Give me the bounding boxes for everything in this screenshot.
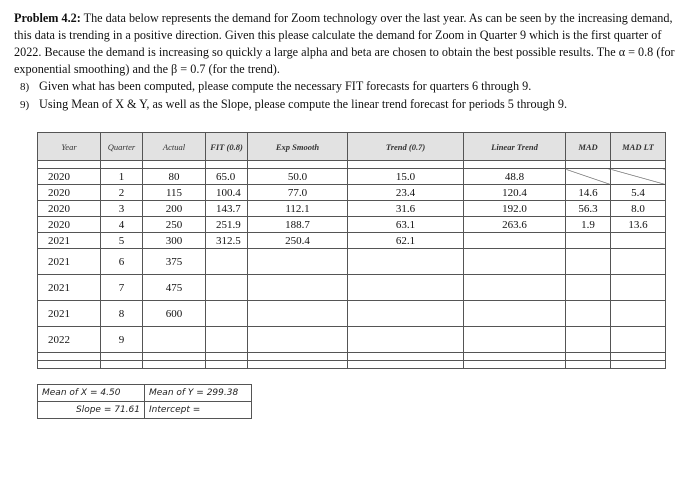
column-header: MAD LT	[611, 133, 666, 161]
blank-cell	[566, 361, 611, 369]
blank-cell	[611, 353, 666, 361]
table-cell	[566, 169, 611, 185]
table-cell	[248, 275, 348, 301]
table-cell	[611, 301, 666, 327]
table-cell: 23.4	[348, 185, 464, 201]
question-list	[14, 78, 686, 114]
column-header: Exp Smooth	[248, 133, 348, 161]
table-cell: 50.0	[248, 169, 348, 185]
table-cell: 13.6	[611, 217, 666, 233]
table-cell: 62.1	[348, 233, 464, 249]
table-cell	[464, 249, 566, 275]
spacer-row	[38, 161, 666, 169]
table-cell	[464, 301, 566, 327]
table-row	[38, 233, 666, 249]
table-cell: 600	[143, 301, 206, 327]
table-cell	[566, 233, 611, 249]
table-cell: 200	[143, 201, 206, 217]
table-cell: 120.4	[464, 185, 566, 201]
table-cell: 1	[101, 169, 143, 185]
spacer-cell	[464, 161, 566, 169]
table-cell: 9	[101, 327, 143, 353]
mean-x-label: Mean of X =	[42, 388, 98, 398]
spacer-cell	[348, 161, 464, 169]
table-cell: 375	[143, 249, 206, 275]
blank-cell	[566, 353, 611, 361]
problem-statement	[14, 10, 686, 114]
table-cell: 2021	[38, 275, 101, 301]
mean-y-label: Mean of Y =	[149, 388, 204, 398]
table-cell	[348, 275, 464, 301]
table-cell: 3	[101, 201, 143, 217]
table-cell: 80	[143, 169, 206, 185]
table-cell	[611, 249, 666, 275]
spacer-cell	[566, 161, 611, 169]
table-row	[38, 249, 666, 275]
table-cell	[248, 249, 348, 275]
spacer-cell	[611, 161, 666, 169]
table-cell	[611, 233, 666, 249]
table-cell	[348, 301, 464, 327]
table-cell: 115	[143, 185, 206, 201]
table-cell	[611, 169, 666, 185]
table-cell: 251.9	[206, 217, 248, 233]
spacer-cell	[101, 161, 143, 169]
table-cell	[206, 275, 248, 301]
table-row	[38, 185, 666, 201]
column-header: MAD	[566, 133, 611, 161]
blank-cell	[38, 353, 101, 361]
column-header: Quarter	[101, 133, 143, 161]
table-cell	[206, 301, 248, 327]
table-cell	[611, 275, 666, 301]
table-cell: 1.9	[566, 217, 611, 233]
table-cell: 77.0	[248, 185, 348, 201]
table-row	[38, 275, 666, 301]
blank-cell	[248, 361, 348, 369]
table-cell	[464, 327, 566, 353]
blank-cell	[348, 353, 464, 361]
table-row	[38, 301, 666, 327]
table-cell: 2022	[38, 327, 101, 353]
table-cell: 312.5	[206, 233, 248, 249]
table-cell: 112.1	[248, 201, 348, 217]
table-cell: 2020	[38, 169, 101, 185]
table-cell: 2021	[38, 301, 101, 327]
table-cell: 8	[101, 301, 143, 327]
table-cell: 14.6	[566, 185, 611, 201]
table-cell: 475	[143, 275, 206, 301]
table-cell: 2020	[38, 201, 101, 217]
mean-y-value: 299.38	[206, 388, 239, 398]
summary-row	[38, 402, 252, 419]
table-cell: 48.8	[464, 169, 566, 185]
table-cell	[348, 249, 464, 275]
blank-cell	[38, 361, 101, 369]
question-number: 8)	[20, 81, 30, 93]
table-cell: 2021	[38, 233, 101, 249]
column-header: Linear Trend	[464, 133, 566, 161]
table-cell: 63.1	[348, 217, 464, 233]
blank-cell	[611, 361, 666, 369]
table-cell	[566, 275, 611, 301]
table-cell: 100.4	[206, 185, 248, 201]
blank-cell	[143, 361, 206, 369]
forecast-table	[37, 132, 666, 369]
blank-row	[38, 361, 666, 369]
column-header: FIT (0.8)	[206, 133, 248, 161]
table-cell: 2020	[38, 217, 101, 233]
table-cell	[566, 327, 611, 353]
table-row	[38, 201, 666, 217]
column-header: Actual	[143, 133, 206, 161]
slope-value: 71.61	[114, 405, 140, 415]
table-cell	[143, 327, 206, 353]
slope-cell	[38, 402, 145, 419]
mean-x-cell	[38, 385, 145, 402]
table-cell: 56.3	[566, 201, 611, 217]
question-text: Using Mean of X & Y, as well as the Slope, please compute the linear trend forecast for periods 5 through 9.	[39, 97, 568, 111]
table-cell: 263.6	[464, 217, 566, 233]
table-cell: 15.0	[348, 169, 464, 185]
spacer-cell	[206, 161, 248, 169]
slope-label: Slope =	[75, 405, 112, 415]
blank-cell	[464, 353, 566, 361]
table-cell: 5	[101, 233, 143, 249]
table-cell: 188.7	[248, 217, 348, 233]
table-cell	[248, 301, 348, 327]
table-cell: 2020	[38, 185, 101, 201]
column-header: Year	[38, 133, 101, 161]
blank-cell	[348, 361, 464, 369]
table-cell: 31.6	[348, 201, 464, 217]
table-cell: 250	[143, 217, 206, 233]
intercept-label: Intercept =	[149, 405, 201, 415]
table-cell	[611, 327, 666, 353]
blank-cell	[143, 353, 206, 361]
table-cell	[348, 327, 464, 353]
question-item	[14, 78, 686, 96]
table-cell: 65.0	[206, 169, 248, 185]
table-cell: 250.4	[248, 233, 348, 249]
table-cell	[248, 327, 348, 353]
problem-body: The data below represents the demand for Zoom technology over the last year. As can be seen by the increasing demand, this data is trending in a positive direction. Given this please calculate the demand for Zoom in Quarter 9 which is the first quarter of 2022. Because the demand is increasing so quickly a large alpha and beta are chosen to obtain the best possible results. The α = 0.8 (for exponential smoothing) and the β = 0.7 (for the trend).	[14, 11, 675, 76]
table-cell	[566, 301, 611, 327]
table-cell	[566, 249, 611, 275]
spacer-cell	[248, 161, 348, 169]
blank-row	[38, 353, 666, 361]
column-header: Trend (0.7)	[348, 133, 464, 161]
mean-x-value: 4.50	[100, 388, 121, 398]
blank-cell	[101, 353, 143, 361]
spacer-cell	[143, 161, 206, 169]
question-text: Given what has been computed, please compute the necessary FIT forecasts for quarters 6 through 9.	[39, 79, 532, 93]
table-cell: 4	[101, 217, 143, 233]
spacer-cell	[38, 161, 101, 169]
question-item	[14, 96, 686, 114]
table-cell: 192.0	[464, 201, 566, 217]
table-body	[38, 161, 666, 369]
table-cell: 2021	[38, 249, 101, 275]
summary-table	[37, 384, 252, 419]
table-cell: 8.0	[611, 201, 666, 217]
table-cell: 143.7	[206, 201, 248, 217]
table-cell: 5.4	[611, 185, 666, 201]
problem-paragraph	[14, 10, 686, 78]
mean-y-cell	[145, 385, 252, 402]
blank-cell	[101, 361, 143, 369]
table-cell	[206, 327, 248, 353]
blank-cell	[464, 361, 566, 369]
table-cell	[464, 233, 566, 249]
blank-cell	[206, 353, 248, 361]
problem-title: Problem 4.2:	[14, 11, 81, 25]
table-row	[38, 169, 666, 185]
table-cell: 2	[101, 185, 143, 201]
table-cell	[206, 249, 248, 275]
blank-cell	[206, 361, 248, 369]
table-cell: 300	[143, 233, 206, 249]
table-row	[38, 327, 666, 353]
intercept-cell	[145, 402, 252, 419]
blank-cell	[248, 353, 348, 361]
table-row	[38, 217, 666, 233]
table-cell: 6	[101, 249, 143, 275]
table-cell: 7	[101, 275, 143, 301]
header-row	[38, 133, 666, 161]
question-number: 9)	[20, 99, 30, 111]
summary-row	[38, 385, 252, 402]
table-cell	[464, 275, 566, 301]
